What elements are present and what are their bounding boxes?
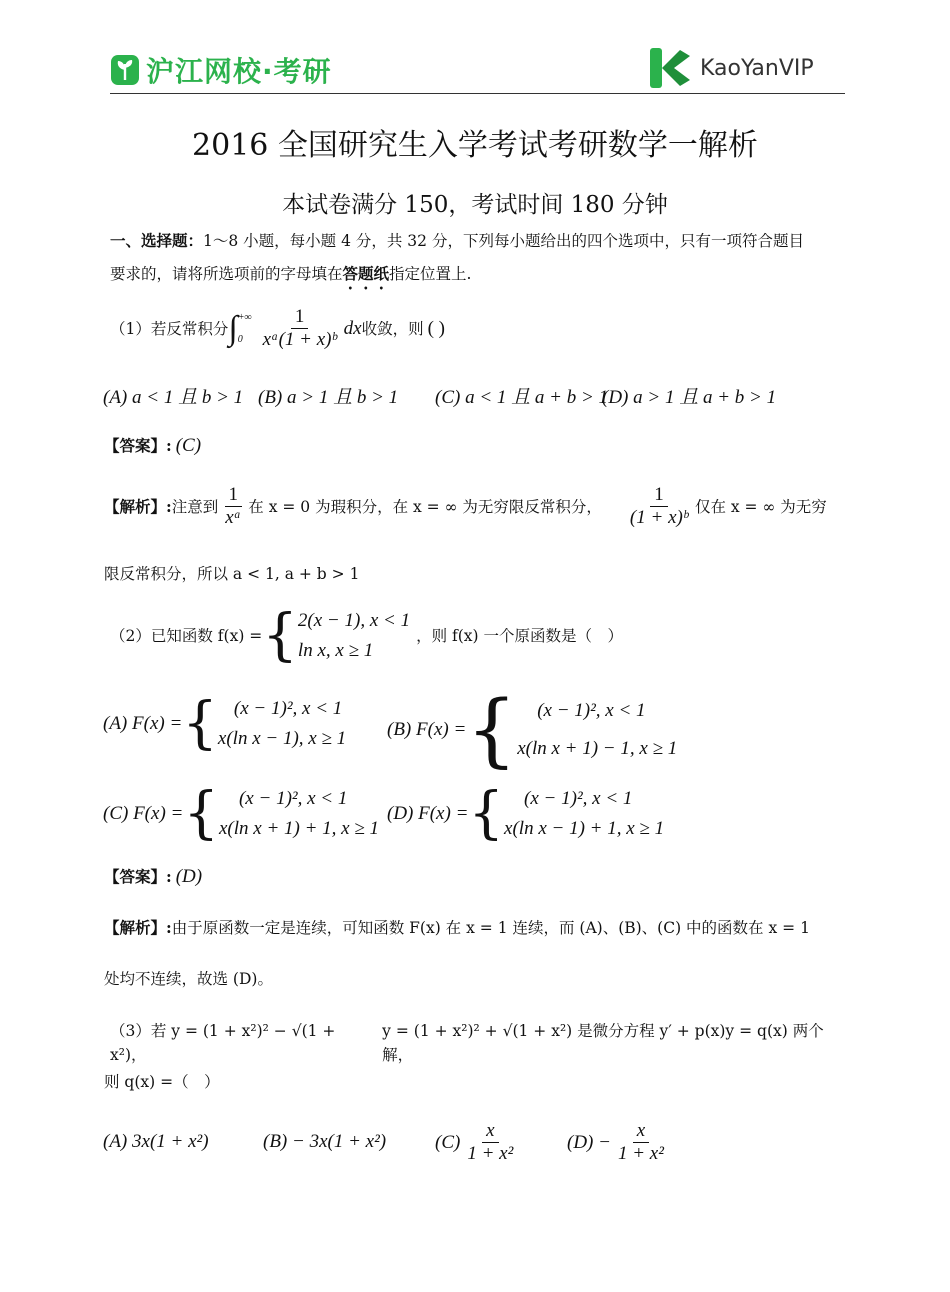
- q2-analysis: [104, 916, 849, 940]
- q2-option-c-case1: (x − 1)², x < 1: [238, 788, 348, 809]
- section1-text2a: 要求的，请将所选项前的字母填在: [110, 265, 343, 283]
- q2-option-a-case2: x(ln x − 1), x ≥ 1: [217, 728, 347, 749]
- q2-option-d-case1: (x − 1)², x < 1: [524, 788, 633, 809]
- q3-option-b: (B) − 3x(1 + x²): [263, 1131, 387, 1152]
- q3-option-c-num: x: [482, 1120, 498, 1143]
- q2-analysis-2: 处均不连续，故选 (D)。: [104, 970, 273, 988]
- q2-option-c: [103, 781, 380, 846]
- left-brace: {: [466, 683, 518, 776]
- frac1-num: 1: [225, 484, 243, 507]
- q2-option-d: [387, 781, 665, 846]
- q2-stem: [110, 603, 624, 668]
- paper-title: 2016 全国研究生入学考试考研数学一解析: [192, 128, 758, 163]
- q3-option-c: [435, 1120, 520, 1165]
- frac1-den: xᵃ: [225, 507, 242, 528]
- hujiang-logo: [110, 50, 332, 90]
- integral-denominator: xᵃ(1 + x)ᵇ: [262, 329, 337, 350]
- header-divider: [110, 93, 845, 94]
- q1-option-d: (D) a > 1 且 a + b > 1: [602, 387, 777, 408]
- q1-analysis-label: 【解析】:: [104, 496, 172, 516]
- q3-stem-1b: y = (1 + x²)² + √(1 + x²) 是微分方程 y′ + p(x)y = q(x) 两个解，: [382, 1022, 824, 1064]
- q3-option-d-label: (D) −: [567, 1131, 611, 1153]
- q1-analysis-4: 限反常积分，所以 a < 1, a + b > 1: [104, 565, 360, 583]
- q2-option-a-case1: (x − 1)², x < 1: [233, 698, 343, 719]
- q3-option-c-label: (C): [435, 1131, 461, 1153]
- q2-stem-prefix: （2）已知函数 f(x) =: [110, 627, 263, 645]
- left-brace: {: [468, 781, 505, 846]
- leaf-icon: [110, 54, 140, 86]
- frac-1-over-xa: [221, 484, 245, 529]
- integral-sign: ∫: [228, 309, 238, 347]
- q3-option-d-num: x: [633, 1120, 649, 1143]
- q1-option-b: (B) a > 1 且 b > 1: [258, 387, 399, 408]
- q3-option-c-den: 1 + x²: [467, 1143, 514, 1164]
- q1-analysis-3: 仅在 x = ∞ 为无穷: [694, 497, 827, 516]
- q2-answer-label: 【答案】:: [104, 867, 172, 886]
- q3-stem-1a: （3）若 y = (1 + x²)² − √(1 + x²)，: [110, 1022, 336, 1064]
- section1-text2c: 指定位置上.: [389, 265, 472, 283]
- q2-answer-value: (D): [175, 866, 203, 887]
- q1-analysis-2: 在 x = 0 为瑕积分，在 x = ∞ 为无穷限反常积分，: [248, 497, 602, 516]
- q1-answer: [104, 434, 201, 458]
- q2-option-d-label: (D) F(x) =: [387, 803, 469, 824]
- integral-numerator: 1: [291, 306, 309, 329]
- q2-analysis-label: 【解析】:: [104, 918, 172, 937]
- q3-option-d: [567, 1120, 671, 1165]
- q3-stem-2: 则 q(x) =（ ）: [104, 1073, 220, 1091]
- frac-1-over-1px-b: [626, 484, 692, 529]
- section1-text1: 1～8 小题，每小题 4 分，共 32 分，下列每小题给出的四个选项中，只有一项符合题目: [203, 232, 804, 250]
- q2-option-b-case2: x(ln x + 1) − 1, x ≥ 1: [517, 738, 678, 759]
- q2-option-b-case1: (x − 1)², x < 1: [537, 700, 646, 721]
- left-brace: {: [183, 781, 219, 846]
- section1-instructions: [110, 229, 850, 293]
- q2-option-a: [103, 691, 347, 756]
- q2-option-b-label: (B) F(x) =: [387, 719, 467, 740]
- k-logo-icon: [648, 46, 692, 90]
- q2-option-b: [387, 683, 678, 776]
- q2-option-c-case2: x(ln x + 1) + 1, x ≥ 1: [218, 818, 380, 839]
- q2-stem-suffix: ，则 f(x) 一个原函数是（ ）: [416, 627, 624, 645]
- q1-stem: [110, 306, 445, 351]
- integral-upper: +∞: [237, 311, 252, 323]
- answer-sheet-label: 答题纸: [342, 264, 390, 283]
- frac2-den: (1 + x)ᵇ: [629, 507, 688, 528]
- section1-label: 一、选择题：: [110, 231, 204, 250]
- q3-option-d-den: 1 + x²: [617, 1143, 664, 1164]
- paper-subtitle: 本试卷满分 150，考试时间 180 分钟: [282, 192, 668, 218]
- q1-paren: ( ): [427, 317, 445, 339]
- integral-dx: dx: [343, 317, 362, 339]
- q2-cases: [298, 606, 410, 666]
- q2-case-1: 2(x − 1), x < 1: [297, 610, 411, 631]
- left-brace: {: [182, 691, 218, 756]
- q3-stem: [110, 1019, 850, 1067]
- q2-option-d-case2: x(ln x − 1) + 1, x ≥ 1: [504, 818, 665, 839]
- integral-lower: 0: [237, 333, 243, 345]
- q3-option-a: (A) 3x(1 + x²): [103, 1131, 209, 1152]
- logo-left-text: 沪江网校·考研: [146, 55, 332, 88]
- q2-option-c-label: (C) F(x) =: [103, 803, 184, 824]
- q1-analysis-1: 注意到: [171, 497, 219, 516]
- q2-case-2: ln x, x ≥ 1: [297, 640, 374, 661]
- q1-option-a: (A) a < 1 且 b > 1: [103, 387, 244, 408]
- q1-analysis: [104, 484, 849, 529]
- q1-answer-label: 【答案】:: [104, 436, 172, 455]
- q1-option-c: (C) a < 1 且 a + b > 1: [435, 387, 609, 408]
- frac2-num: 1: [650, 484, 668, 507]
- q1-integral: [228, 306, 361, 351]
- logo-right-text: KaoYanVIP: [700, 55, 814, 81]
- q1-stem-suffix: 收敛，则: [361, 319, 424, 338]
- q2-analysis-1: 由于原函数一定是连续，可知函数 F(x) 在 x = 1 连续，而 (A)、(B)、(C) 中的函数在 x = 1: [171, 919, 810, 937]
- q1-stem-prefix: （1）若反常积分: [110, 319, 229, 338]
- kaoyanvip-logo: [648, 46, 814, 90]
- q1-answer-value: (C): [175, 435, 202, 456]
- q2-answer: [104, 865, 202, 889]
- left-brace: {: [262, 603, 298, 668]
- q2-option-a-label: (A) F(x) =: [103, 713, 183, 734]
